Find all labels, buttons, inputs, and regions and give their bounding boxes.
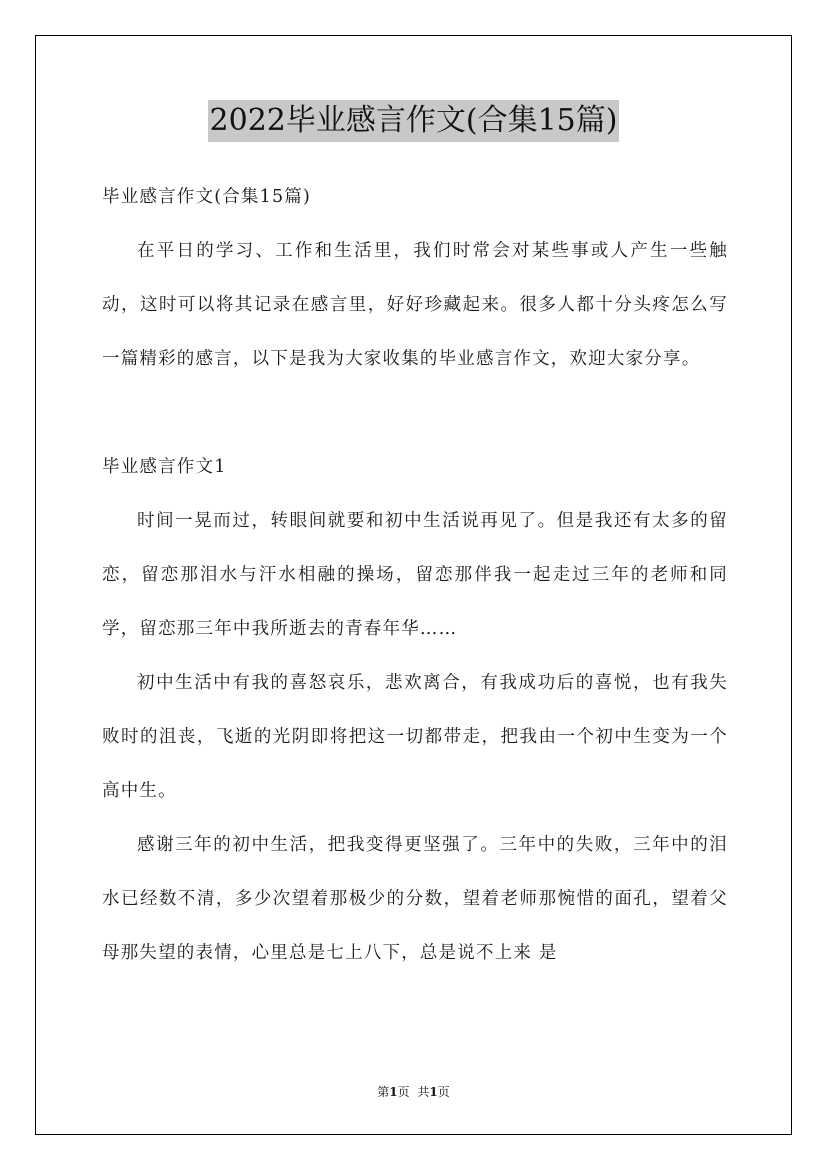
- page-footer: [0, 1083, 827, 1100]
- total-prefix: 共: [417, 1085, 430, 1099]
- paragraph: 在平日的学习、工作和生活里，我们时常会对某些事或人产生一些触动，这时可以将其记录在感言里，好好珍藏起来。很多人都十分头疼怎么写一篇精彩的感言，以下是我为大家收集的毕业感言作文，欢迎大家分享。: [102, 241, 728, 369]
- section-heading: 毕业感言作文(合集15篇): [102, 187, 312, 207]
- section-heading: 毕业感言作文1: [102, 457, 227, 477]
- page-suffix: 页: [397, 1085, 410, 1099]
- total-suffix: 页: [437, 1085, 450, 1099]
- total-pages: 1: [429, 1085, 438, 1099]
- title-container: [0, 100, 827, 142]
- page-prefix: 第: [377, 1085, 390, 1099]
- paragraph: 感谢三年的初中生活，把我变得更坚强了。三年中的失败，三年中的泪水已经数不清，多少次望着那极少的分数，望着老师那惋惜的面孔，望着父母那失望的表情，心里总是七上八下，总是说不上来 是: [102, 835, 728, 963]
- paragraph: 时间一晃而过，转眼间就要和初中生活说再见了。但是我还有太多的留恋，留恋那泪水与汗水相融的操场，留恋那伴我一起走过三年的老师和同学，留恋那三年中我所逝去的青春年华……: [102, 511, 728, 639]
- paragraph: 初中生活中有我的喜怒哀乐，悲欢离合，有我成功后的喜悦，也有我失败时的沮丧，飞逝的光阴即将把这一切都带走，把我由一个初中生变为一个高中生。: [102, 673, 728, 801]
- page-number: 1: [389, 1085, 398, 1099]
- document-title: 2022毕业感言作文(合集15篇): [208, 100, 620, 142]
- document-body: [102, 170, 728, 980]
- blank-line: [102, 386, 728, 440]
